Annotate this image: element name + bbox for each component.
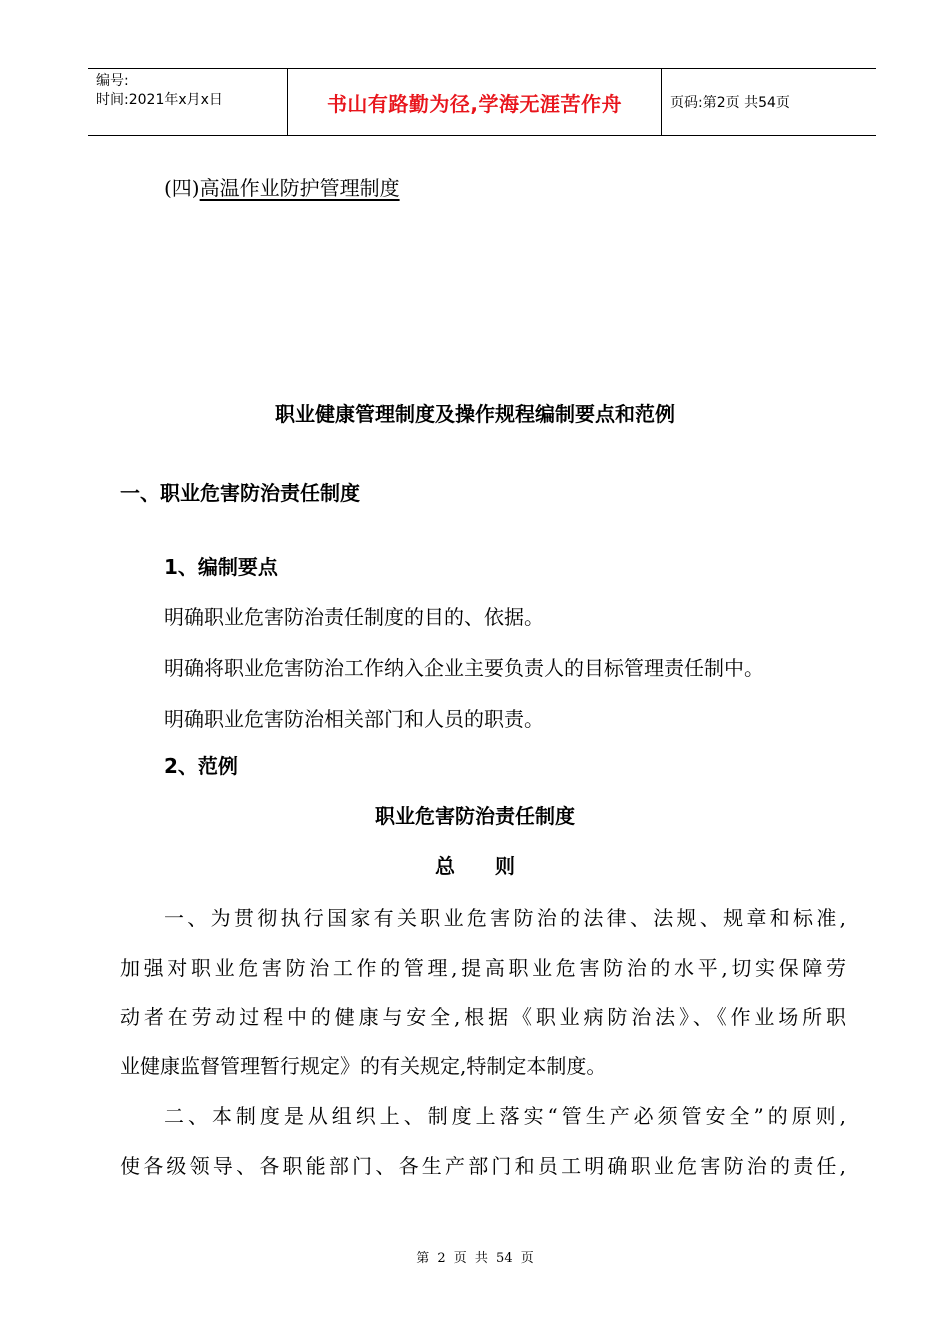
- section-heading-1: 一、职业危害防治责任制度: [120, 481, 360, 505]
- key-point-1: 明确职业危害防治责任制度的目的、依据。: [164, 605, 544, 629]
- header-meta: [88, 69, 287, 135]
- subheading-key-points: 1、编制要点: [164, 555, 278, 579]
- example-title: 职业危害防治责任制度: [375, 804, 575, 828]
- document-title: 职业健康管理制度及操作规程编制要点和范例: [275, 402, 675, 426]
- key-point-2: 明确将职业危害防治工作纳入企业主要负责人的目标管理责任制中。: [164, 656, 764, 680]
- header-number-label: 编号:: [96, 73, 129, 89]
- page-header: [88, 68, 876, 136]
- header-page-label: 页码:第2页 共54页: [670, 95, 790, 111]
- paragraph-2-line-1: 二、本制度是从组织上、制度上落实“管生产必须管安全”的原则,: [164, 1104, 846, 1128]
- header-time-label: 时间:2021年x月x日: [96, 92, 223, 108]
- paragraph-1-line-3: 动者在劳动过程中的健康与安全,根据《职业病防治法》、《作业场所职: [120, 1005, 846, 1029]
- key-point-3: 明确职业危害防治相关部门和人员的职责。: [164, 707, 544, 731]
- paragraph-1-line-1: 一、为贯彻执行国家有关职业危害防治的法律、法规、规章和标准,: [164, 906, 846, 930]
- paragraph-1-line-4: 业健康监督管理暂行规定》的有关规定,特制定本制度。: [120, 1054, 607, 1078]
- subheading-example: 2、范例: [164, 754, 238, 778]
- pre-item-title: 高温作业防护管理制度: [199, 176, 400, 200]
- pre-item: [164, 172, 400, 201]
- page-footer: 第 2 页 共 54 页: [416, 1251, 534, 1266]
- chapter-title: 总 则: [435, 854, 515, 878]
- header-slogan: 书山有路勤为径,学海无涯苦作舟: [287, 69, 662, 135]
- paragraph-1-line-2: 加强对职业危害防治工作的管理,提高职业危害防治的水平,切实保障劳: [120, 956, 846, 980]
- paragraph-2-line-2: 使各级领导、各职能部门、各生产部门和员工明确职业危害防治的责任,: [120, 1154, 846, 1178]
- pre-item-number: (四): [164, 176, 200, 200]
